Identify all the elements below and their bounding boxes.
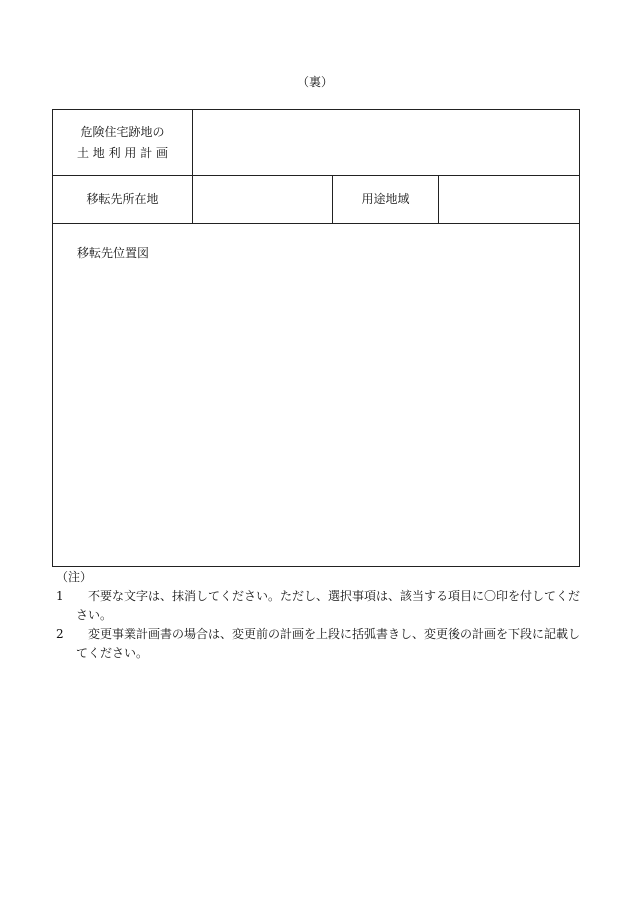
- relocation-address-field[interactable]: [193, 176, 332, 223]
- notes-section: [56, 568, 580, 663]
- land-use-plan-field[interactable]: [193, 110, 579, 175]
- land-use-plan-label: [53, 110, 192, 175]
- page-heading: （裏）: [296, 75, 333, 89]
- land-use-zone-field[interactable]: [439, 176, 579, 223]
- location-map-label: 移転先位置図: [77, 246, 150, 260]
- relocation-address-label: 移転先所在地: [86, 192, 159, 206]
- location-map-area[interactable]: [53, 224, 579, 566]
- land-use-zone-label: 用途地域: [361, 192, 410, 206]
- note-item-2: [56, 625, 580, 663]
- land-use-plan-label-line2: 土 地 利 用 計 画: [76, 145, 169, 160]
- notes-title: （注）: [56, 570, 93, 584]
- note-number: 2: [56, 627, 64, 641]
- note-text: 不要な文字は、抹消してください。ただし、選択事項は、該当する項目に〇印を付してください。: [76, 589, 581, 622]
- note-text: 変更事業計画書の場合は、変更前の計画を上段に括弧書きし、変更後の計画を下段に記載してください。: [76, 627, 581, 660]
- land-use-plan-label-line1: 危険住宅跡地の: [80, 124, 165, 139]
- plan-form-table: [52, 109, 580, 567]
- note-item-1: [56, 587, 580, 625]
- note-number: 1: [56, 589, 64, 603]
